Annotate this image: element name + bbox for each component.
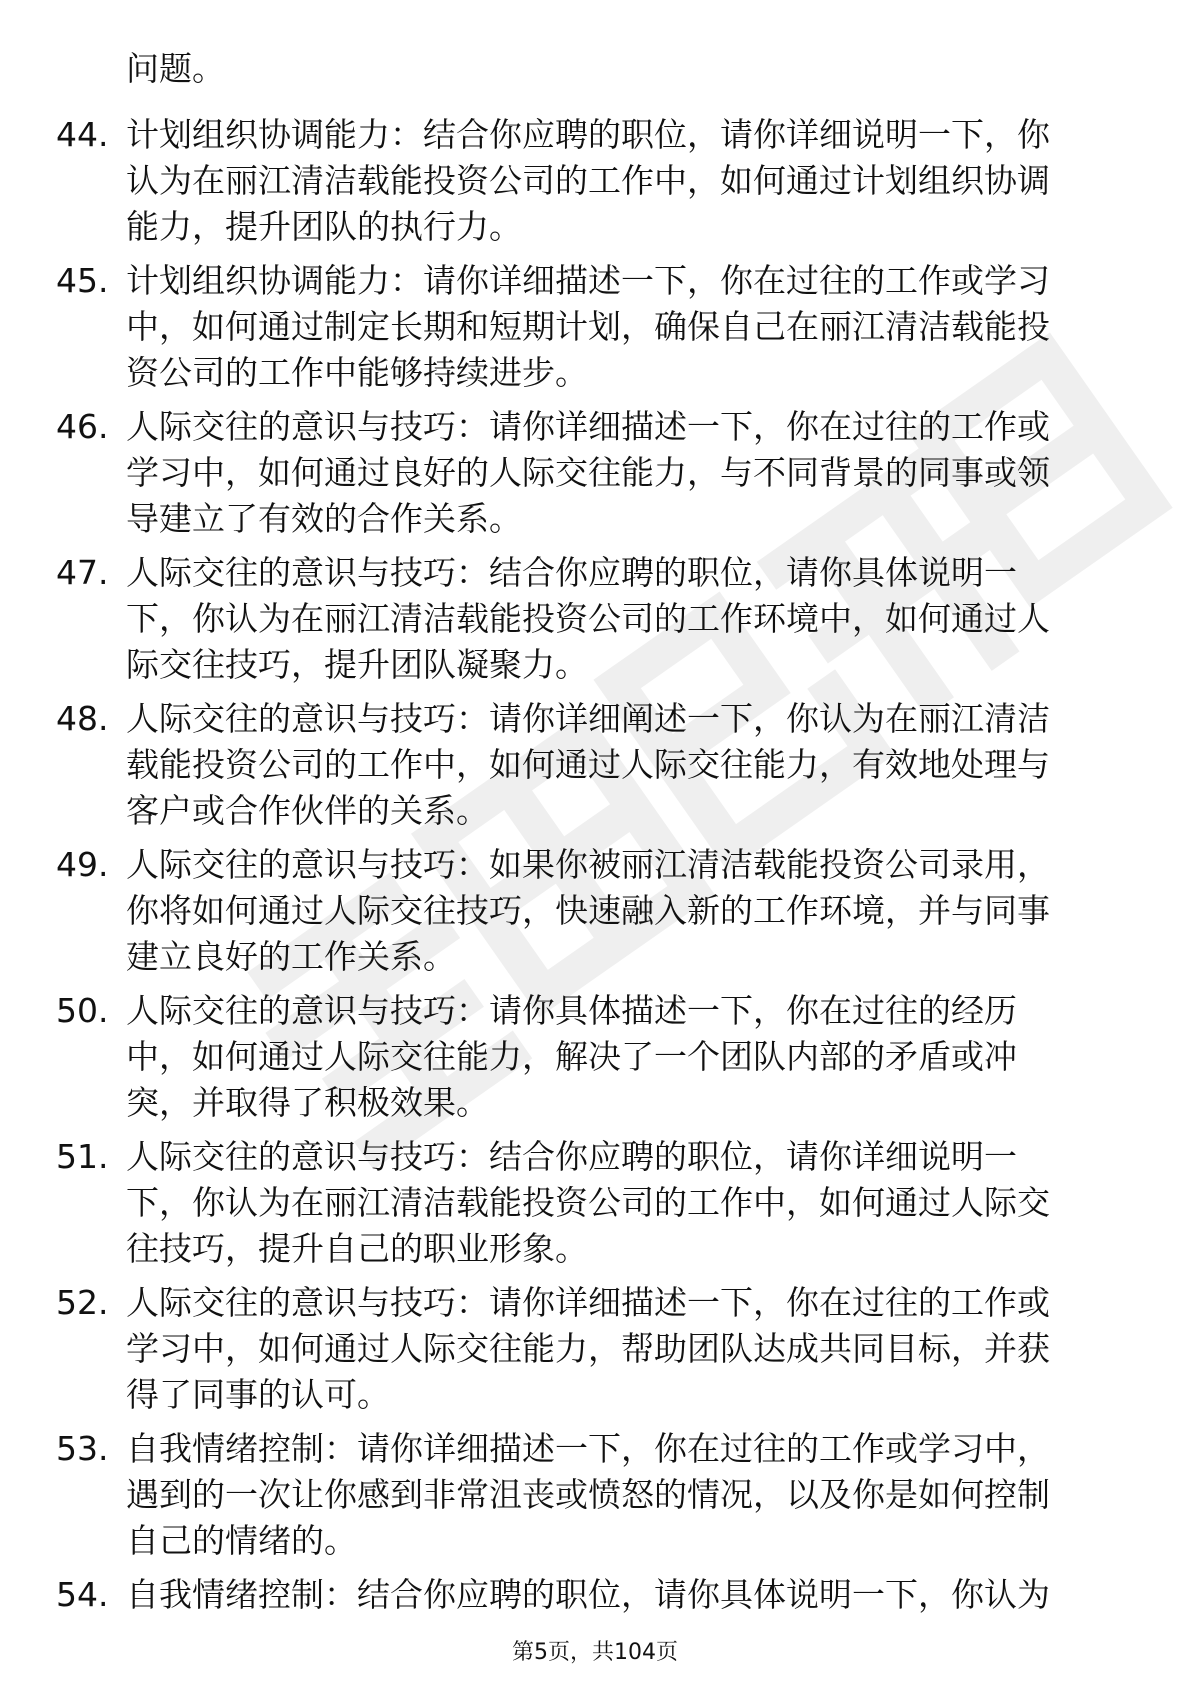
question-text-line: 计划组织协调能力：结合你应聘的职位，请你详细说明一下，你: [126, 115, 1050, 154]
question-text-line: 下，你认为在丽江清洁载能投资公司的工作中，如何通过人际交: [126, 1183, 1050, 1222]
question-text-line: 人际交往的意识与技巧：如果你被丽江清洁载能投资公司录用，: [126, 845, 1050, 884]
question-text-line: 认为在丽江清洁载能投资公司的工作中，如何通过计划组织协调: [126, 161, 1050, 200]
question-text-line: 人际交往的意识与技巧：请你详细阐述一下，你认为在丽江清洁: [126, 699, 1050, 738]
question-number: 51.: [56, 1137, 109, 1176]
question-text-line: 下，你认为在丽江清洁载能投资公司的工作环境中，如何通过人: [126, 599, 1050, 638]
question-text-line: 突，并取得了积极效果。: [126, 1083, 489, 1122]
question-text-line: 导建立了有效的合作关系。: [126, 499, 522, 538]
question-text-line: 自己的情绪的。: [126, 1521, 357, 1560]
question-text-line: 际交往技巧，提升团队凝聚力。: [126, 645, 588, 684]
question-text-line: 你将如何通过人际交往技巧，快速融入新的工作环境，并与同事: [126, 891, 1050, 930]
question-number: 50.: [56, 991, 109, 1030]
question-text-line: 中，如何通过制定长期和短期计划，确保自己在丽江清洁载能投: [126, 307, 1050, 346]
question-text-line: 人际交往的意识与技巧：结合你应聘的职位，请你具体说明一: [126, 553, 1017, 592]
question-text-line: 资公司的工作中能够持续进步。: [126, 353, 588, 392]
question-text-line: 学习中，如何通过人际交往能力，帮助团队达成共同目标，并获: [126, 1329, 1050, 1368]
question-number: 53.: [56, 1429, 109, 1468]
question-text-line: 人际交往的意识与技巧：请你具体描述一下，你在过往的经历: [126, 991, 1017, 1030]
question-number: 49.: [56, 845, 109, 884]
question-number: 44.: [56, 115, 109, 154]
question-text-line: 建立良好的工作关系。: [126, 937, 456, 976]
question-text-line: 自我情绪控制：请你详细描述一下，你在过往的工作或学习中，: [126, 1429, 1050, 1468]
question-number: 48.: [56, 699, 109, 738]
question-text-line: 遇到的一次让你感到非常沮丧或愤怒的情况，以及你是如何控制: [126, 1475, 1050, 1514]
question-text-line: 客户或合作伙伴的关系。: [126, 791, 489, 830]
question-text-line: 人际交往的意识与技巧：结合你应聘的职位，请你详细说明一: [126, 1137, 1017, 1176]
question-text-line: 计划组织协调能力：请你详细描述一下，你在过往的工作或学习: [126, 261, 1050, 300]
question-number: 47.: [56, 553, 109, 592]
question-text-line: 载能投资公司的工作中，如何通过人际交往能力，有效地处理与: [126, 745, 1050, 784]
page-footer: 第5页，共104页: [512, 1640, 678, 1665]
question-text-line: 能力，提升团队的执行力。: [126, 207, 522, 246]
continuation-text: 问题。: [126, 49, 225, 88]
question-number: 46.: [56, 407, 109, 446]
question-text-line: 人际交往的意识与技巧：请你详细描述一下，你在过往的工作或: [126, 407, 1050, 446]
question-number: 52.: [56, 1283, 109, 1322]
question-text-line: 得了同事的认可。: [126, 1375, 390, 1414]
question-text-line: 自我情绪控制：结合你应聘的职位，请你具体说明一下，你认为: [126, 1575, 1050, 1614]
question-text-line: 人际交往的意识与技巧：请你详细描述一下，你在过往的工作或: [126, 1283, 1050, 1322]
question-text-line: 中，如何通过人际交往能力，解决了一个团队内部的矛盾或冲: [126, 1037, 1017, 1076]
question-number: 54.: [56, 1575, 109, 1614]
question-number: 45.: [56, 261, 109, 300]
question-text-line: 往技巧，提升自己的职业形象。: [126, 1229, 588, 1268]
question-text-line: 学习中，如何通过良好的人际交往能力，与不同背景的同事或领: [126, 453, 1050, 492]
